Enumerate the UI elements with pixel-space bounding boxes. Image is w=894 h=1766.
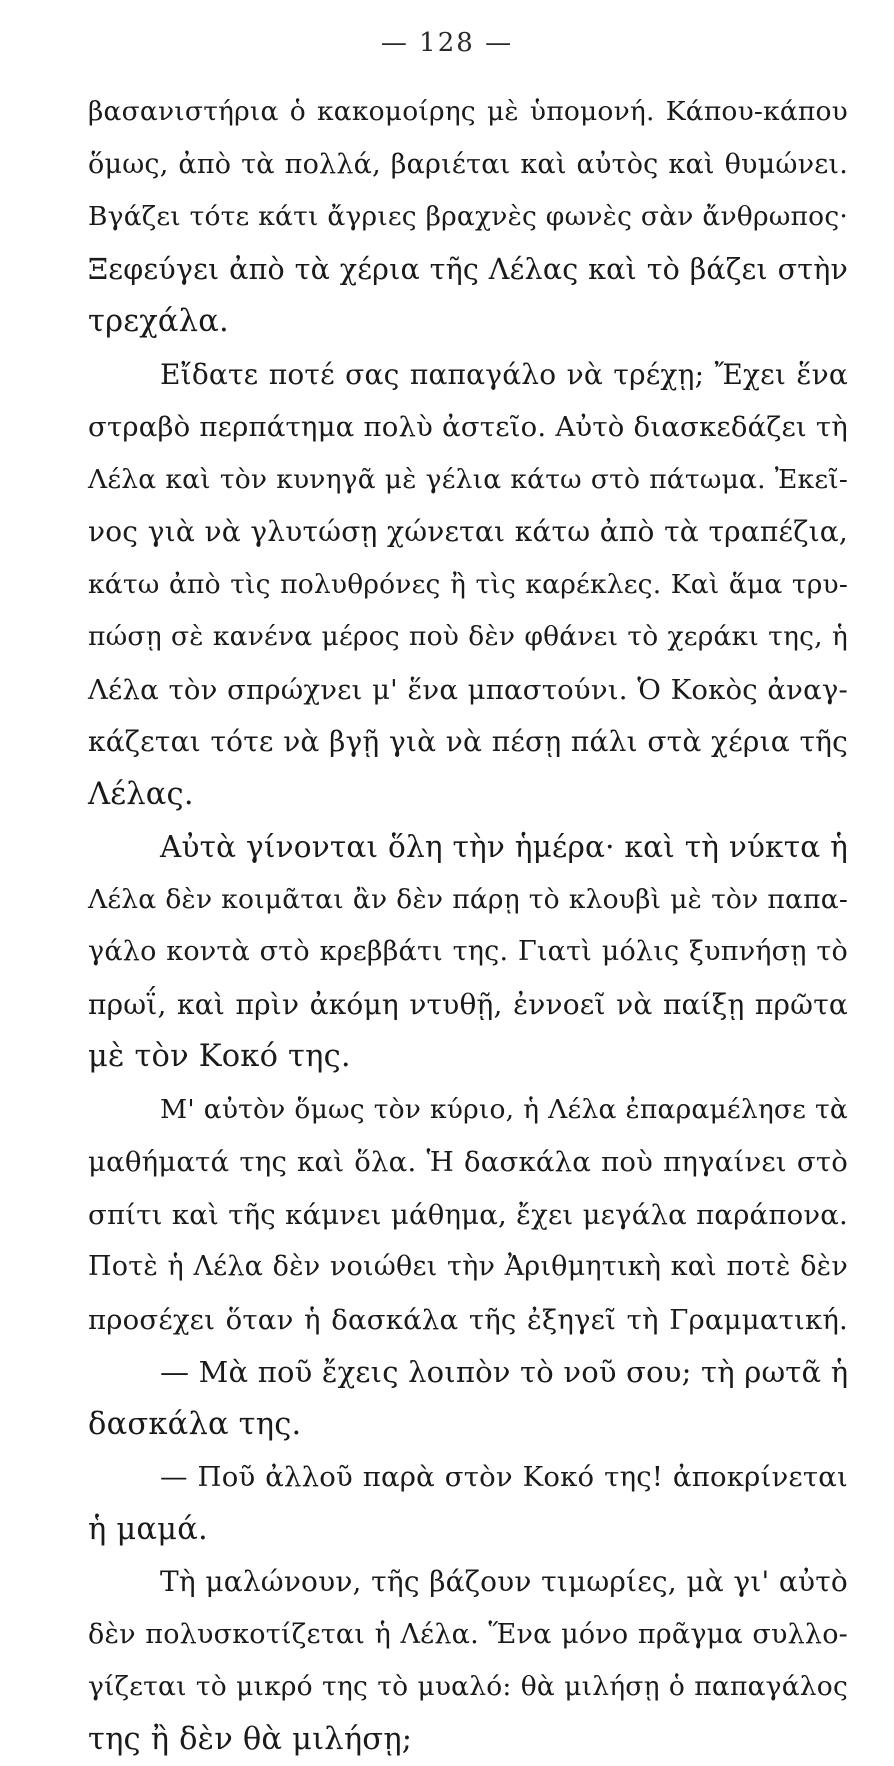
- text-line: Τὴ μαλώνουν, τῆς βάζουν τιμωρίες, μὰ γι' αὐτὸ: [88, 1556, 848, 1609]
- text-line: σπίτι καὶ τῆς κάμνει μάθημα, ἔχει μεγάλα παράπονα.: [88, 1189, 848, 1242]
- text-line: Λέλα δὲν κοιμᾶται ἂν δὲν πάρῃ τὸ κλουβὶ μὲ τὸν παπα-: [88, 874, 848, 927]
- text-line: βασανιστήρια ὁ κακομοίρης μὲ ὑπομονή. Κάπου-κάπου: [88, 86, 848, 139]
- text-line: προσέχει ὅταν ἡ δασκάλα τῆς ἐξηγεῖ τὴ Γραμματική.: [88, 1294, 848, 1347]
- text-line: γάλο κοντὰ στὸ κρεββάτι της. Γιατὶ μόλις ξυπνήσῃ τὸ: [88, 926, 848, 979]
- text-line: — Μὰ ποῦ ἔχεις λοιπὸν τὸ νοῦ σου; τὴ ρωτᾶ ἡ: [88, 1346, 848, 1399]
- text-line: Μ' αὐτὸν ὅμως τὸν κύριο, ἡ Λέλα ἐπαραμέλησε τὰ: [88, 1084, 848, 1137]
- text-line: της ἢ δὲν θὰ μιλήσῃ;: [88, 1714, 848, 1766]
- page-number: — 128 —: [0, 28, 894, 58]
- text-line: Αὐτὰ γίνονται ὅλη τὴν ἡμέρα· καὶ τὴ νύκτα ἡ: [88, 821, 848, 874]
- text-line: πώσῃ σὲ κανένα μέρος ποὺ δὲν φθάνει τὸ χεράκι της, ἡ: [88, 611, 848, 664]
- text-line: δασκάλα της.: [88, 1399, 848, 1452]
- text-line: στραβὸ περπάτημα πολὺ ἀστεῖο. Αὐτὸ διασκεδάζει τὴ: [88, 401, 848, 454]
- text-line: δὲν πολυσκοτίζεται ἡ Λέλα. Ἕνα μόνο πρᾶγμα συλλο-: [88, 1609, 848, 1662]
- text-line: ὅμως, ἀπὸ τὰ πολλά, βαριέται καὶ αὐτὸς καὶ θυμώνει.: [88, 139, 848, 192]
- text-line: νος γιὰ νὰ γλυτώσῃ χώνεται κάτω ἀπὸ τὰ τραπέζια,: [88, 506, 848, 559]
- text-line: Εἴδατε ποτέ σας παπαγάλο νὰ τρέχῃ; Ἔχει ἕνα: [88, 349, 848, 402]
- text-line: Λέλα καὶ τὸν κυνηγᾶ μὲ γέλια κάτω στὸ πάτωμα. Ἐκεῖ-: [88, 454, 848, 507]
- text-line: Λέλα τὸν σπρώχνει μ' ἕνα μπαστούνι. Ὁ Κοκὸς ἀναγ-: [88, 664, 848, 717]
- text-line: Βγάζει τότε κάτι ἄγριες βραχνὲς φωνὲς σὰν ἄνθρωπος·: [88, 191, 848, 244]
- text-line: Λέλας.: [88, 769, 848, 822]
- text-line: ἡ μαμά.: [88, 1504, 848, 1557]
- text-line: γίζεται τὸ μικρό της τὸ μυαλό: θὰ μιλήσῃ ὁ παπαγάλος: [88, 1661, 848, 1714]
- text-line: κάτω ἀπὸ τὶς πολυθρόνες ἢ τὶς καρέκλες. Καὶ ἅμα τρυ-: [88, 559, 848, 612]
- body-text: [88, 86, 848, 1766]
- text-line: Ποτὲ ἡ Λέλα δὲν νοιώθει τὴν Ἀριθμητικὴ καὶ ποτὲ δὲν: [88, 1241, 848, 1294]
- text-line: πρωΐ, καὶ πρὶν ἀκόμη ντυθῇ, ἐννοεῖ νὰ παίξῃ πρῶτα: [88, 979, 848, 1032]
- text-line: τρεχάλα.: [88, 296, 848, 349]
- text-line: — Ποῦ ἀλλοῦ παρὰ στὸν Κοκό της! ἀποκρίνεται: [88, 1451, 848, 1504]
- text-line: κάζεται τότε νὰ βγῇ γιὰ νὰ πέσῃ πάλι στὰ χέρια τῆς: [88, 716, 848, 769]
- text-line: μὲ τὸν Κοκό της.: [88, 1031, 848, 1084]
- text-line: μαθήματά της καὶ ὅλα. Ἡ δασκάλα ποὺ πηγαίνει στὸ: [88, 1136, 848, 1189]
- text-line: Ξεφεύγει ἀπὸ τὰ χέρια τῆς Λέλας καὶ τὸ βάζει στὴν: [88, 244, 848, 297]
